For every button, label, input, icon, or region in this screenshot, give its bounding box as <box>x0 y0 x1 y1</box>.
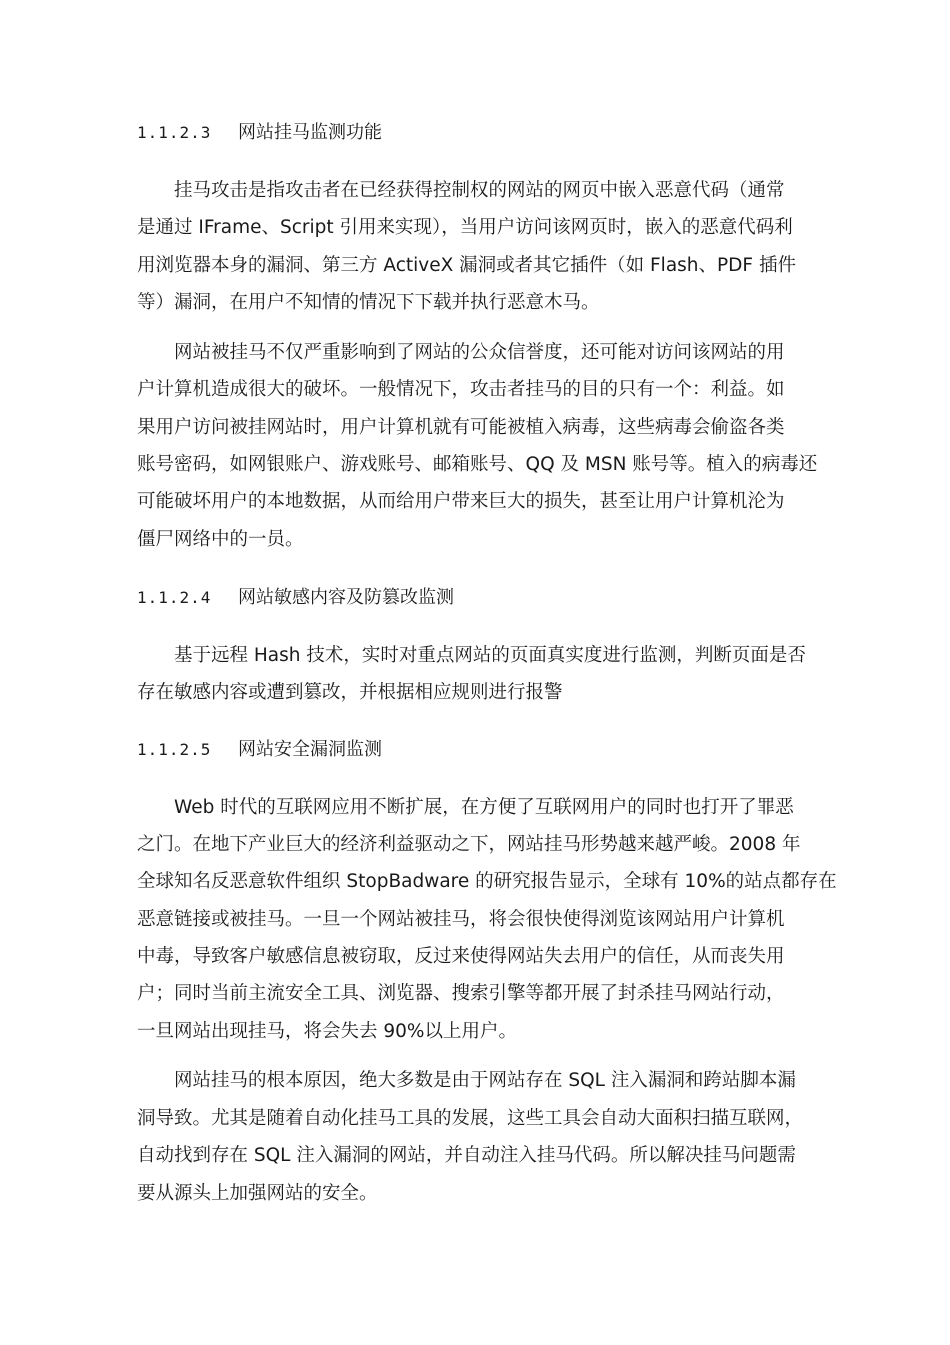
section-heading-1-1-2-5 <box>137 738 382 762</box>
paragraph-line: 中毒，导致客户敏感信息被窃取，反过来使得网站失去用户的信任，从而丧失用 <box>137 946 785 967</box>
section-title: 网站安全漏洞监测 <box>238 739 382 760</box>
paragraph-line: 用浏览器本身的漏洞、第三方 ActiveX 漏洞或者其它插件（如 Flash、PDF 插件 <box>137 255 796 276</box>
paragraph-line: 洞导致。尤其是随着自动化挂马工具的发展，这些工具会自动大面积扫描互联网， <box>137 1108 804 1129</box>
paragraph-line: 果用户访问被挂网站时，用户计算机就有可能被植入病毒，这些病毒会偷盗各类 <box>137 417 785 438</box>
paragraph-line: 网站被挂马不仅严重影响到了网站的公众信誉度，还可能对访问该网站的用 <box>174 342 785 363</box>
paragraph-line: 一旦网站出现挂马，将会失去 90%以上用户。 <box>137 1021 518 1042</box>
paragraph-line: 是通过 IFrame、Script 引用来实现），当用户访问该网页时，嵌入的恶意代码利 <box>137 217 793 238</box>
paragraph-line: 可能破坏用户的本地数据，从而给用户带来巨大的损失，甚至让用户计算机沦为 <box>137 491 785 512</box>
paragraph-line: 之门。在地下产业巨大的经济利益驱动之下，网站挂马形势越来越严峻。2008 年 <box>137 834 801 855</box>
paragraph-line: 网站挂马的根本原因，绝大多数是由于网站存在 SQL 注入漏洞和跨站脚本漏 <box>174 1070 796 1091</box>
paragraph-line: 要从源头上加强网站的安全。 <box>137 1183 378 1204</box>
section-heading-1-1-2-4 <box>137 586 454 610</box>
paragraph-line: Web 时代的互联网应用不断扩展，在方便了互联网用户的同时也打开了罪恶 <box>174 797 794 818</box>
paragraph-line: 账号密码，如网银账户、游戏账号、邮箱账号、QQ 及 MSN 账号等。植入的病毒还 <box>137 454 818 475</box>
paragraph-line: 僵尸网络中的一员。 <box>137 529 304 550</box>
paragraph-line: 恶意链接或被挂马。一旦一个网站被挂马，将会很快使得浏览该网站用户计算机 <box>137 909 785 930</box>
paragraph-line: 挂马攻击是指攻击者在已经获得控制权的网站的网页中嵌入恶意代码（通常 <box>174 180 785 201</box>
section-number: 1.1.2.3 <box>137 123 212 142</box>
section-title: 网站敏感内容及防篡改监测 <box>238 587 454 608</box>
paragraph-line: 全球知名反恶意软件组织 StopBadware 的研究报告显示，全球有 10%的站点都存在 <box>137 871 837 892</box>
section-number: 1.1.2.4 <box>137 588 212 607</box>
paragraph-line: 存在敏感内容或遭到篡改，并根据相应规则进行报警 <box>137 682 563 703</box>
section-number: 1.1.2.5 <box>137 740 212 759</box>
paragraph-line: 户计算机造成很大的破坏。一般情况下，攻击者挂马的目的只有一个：利益。如 <box>137 379 785 400</box>
paragraph-line: 户；同时当前主流安全工具、浏览器、搜索引擎等都开展了封杀挂马网站行动， <box>137 983 785 1004</box>
paragraph-line: 等）漏洞，在用户不知情的情况下下载并执行恶意木马。 <box>137 292 600 313</box>
paragraph-line: 基于远程 Hash 技术，实时对重点网站的页面真实度进行监测，判断页面是否 <box>174 645 806 666</box>
paragraph-line: 自动找到存在 SQL 注入漏洞的网站，并自动注入挂马代码。所以解决挂马问题需 <box>137 1145 796 1166</box>
section-heading-1-1-2-3 <box>137 121 382 145</box>
section-title: 网站挂马监测功能 <box>238 122 382 143</box>
